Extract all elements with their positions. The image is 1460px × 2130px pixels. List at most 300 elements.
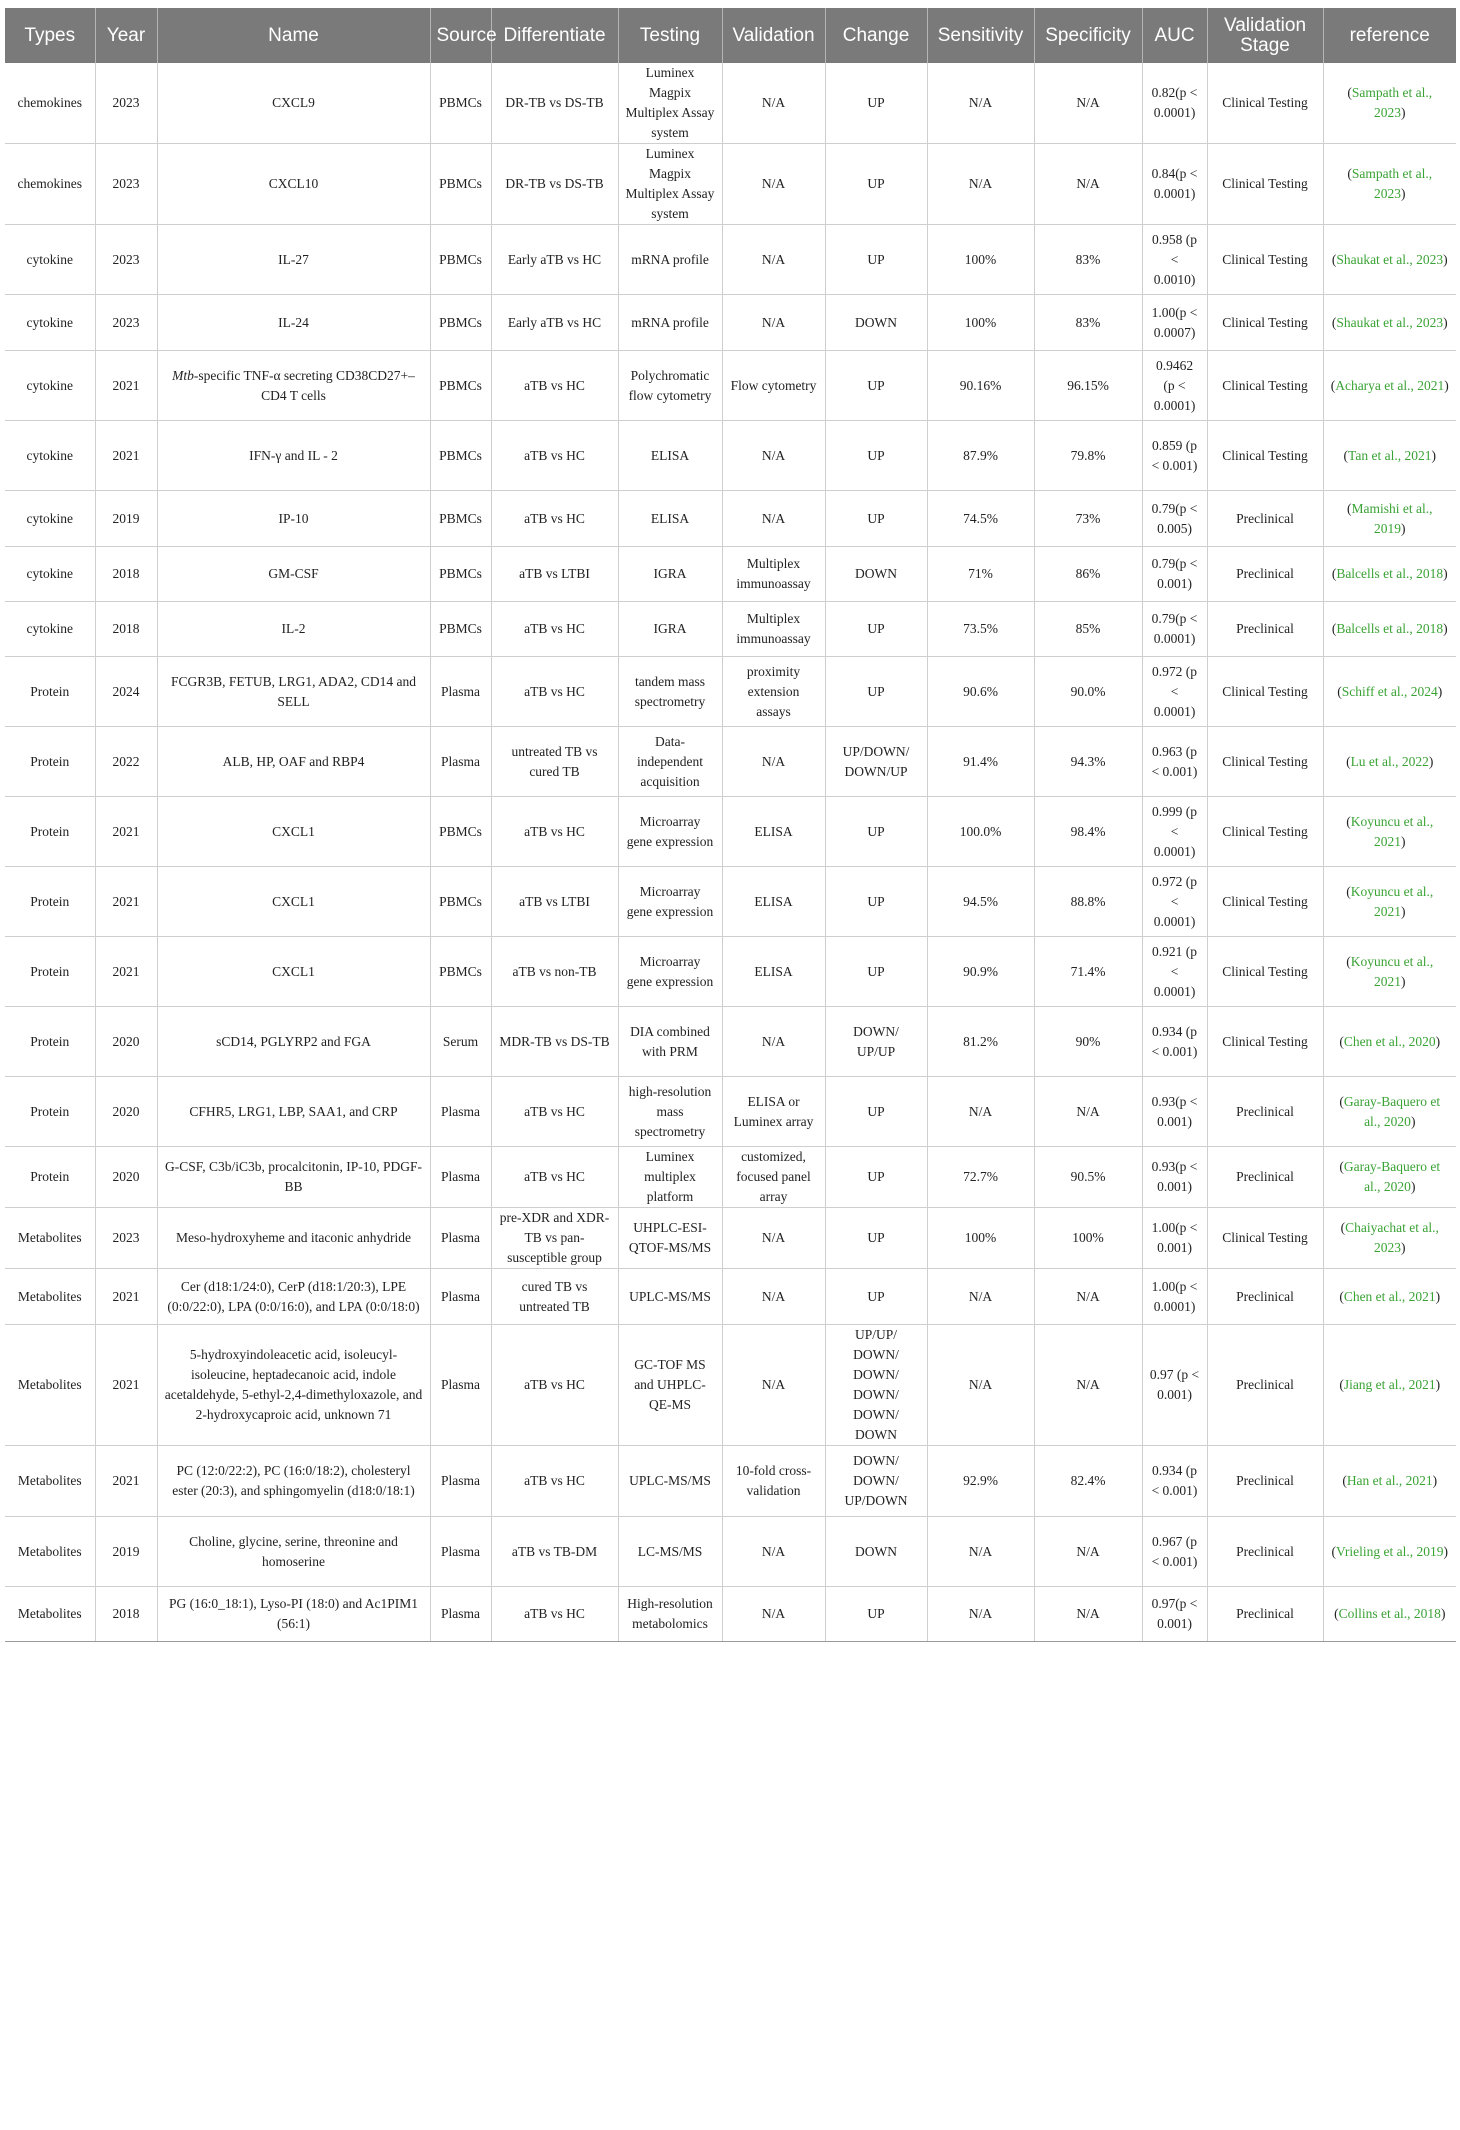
- change-cell: DOWN/ UP/UP: [825, 1007, 927, 1077]
- differentiate-cell: aTB vs HC: [491, 797, 618, 867]
- reference-close-paren: ): [1443, 566, 1448, 581]
- auc-cell: 0.963 (p < 0.001): [1142, 727, 1207, 797]
- reference-close-paren: ): [1444, 377, 1449, 393]
- reference-close-paren: ): [1431, 447, 1436, 463]
- name-cell: Choline, glycine, serine, threonine and homoserine: [157, 1517, 430, 1587]
- validation-cell: Flow cytometry: [722, 351, 825, 421]
- reference-close-paren: ): [1443, 1543, 1449, 1559]
- validation-stage-cell: Preclinical: [1207, 1446, 1323, 1517]
- differentiate-cell: MDR-TB vs DS-TB: [491, 1007, 618, 1077]
- table-row: [5, 1208, 1456, 1269]
- reference-close-paren: ): [1435, 1033, 1441, 1049]
- reference-link[interactable]: Jiang et al., 2021: [1343, 1377, 1436, 1392]
- source-cell: PBMCs: [430, 491, 491, 547]
- specificity-cell: 85%: [1034, 602, 1142, 657]
- name-cell: FCGR3B, FETUB, LRG1, ADA2, CD14 and SELL: [157, 657, 430, 727]
- reference-link[interactable]: Vrieling et al., 2019: [1335, 1543, 1444, 1559]
- validation-stage-cell: Clinical Testing: [1207, 295, 1323, 351]
- reference-close-paren: ): [1401, 903, 1406, 919]
- testing-cell: mRNA profile: [618, 225, 722, 295]
- reference-open-paren: (: [1343, 447, 1349, 463]
- sensitivity-cell: N/A: [927, 1077, 1034, 1147]
- source-cell: PBMCs: [430, 602, 491, 657]
- reference-link[interactable]: Koyuncu et al., 2021: [1350, 813, 1434, 849]
- reference-cell: [1323, 1517, 1456, 1587]
- year-cell: 2024: [95, 657, 157, 727]
- validation-stage-cell: Preclinical: [1207, 1269, 1323, 1325]
- testing-cell: Polychromatic flow cytometry: [618, 351, 722, 421]
- specificity-cell: N/A: [1034, 144, 1142, 225]
- testing-cell: ELISA: [618, 421, 722, 491]
- source-cell: Plasma: [430, 1587, 491, 1642]
- change-cell: DOWN/ DOWN/ UP/DOWN: [825, 1446, 927, 1517]
- name-cell: Cer (d18:1/24:0), CerP (d18:1/20:3), LPE (0:0/22:0), LPA (0:0/16:0), and LPA (0:0/18:0): [157, 1269, 430, 1325]
- source-cell: Plasma: [430, 1147, 491, 1208]
- validation-stage-cell: Clinical Testing: [1207, 657, 1323, 727]
- type-cell: Metabolites: [5, 1446, 95, 1517]
- name-cell: IL-2: [157, 602, 430, 657]
- validation-stage-cell: Preclinical: [1207, 1325, 1323, 1446]
- name-cell: CFHR5, LRG1, LBP, SAA1, and CRP: [157, 1077, 430, 1147]
- reference-cell: [1323, 1208, 1456, 1269]
- reference-close-paren: ): [1428, 753, 1434, 769]
- reference-cell: [1323, 937, 1456, 1007]
- type-cell: Protein: [5, 867, 95, 937]
- reference-cell: [1323, 727, 1456, 797]
- differentiate-cell: aTB vs HC: [491, 602, 618, 657]
- name-cell: IL-27: [157, 225, 430, 295]
- year-cell: 2020: [95, 1007, 157, 1077]
- testing-cell: UPLC-MS/MS: [618, 1269, 722, 1325]
- testing-cell: High-resolution metabolomics: [618, 1587, 722, 1642]
- year-cell: 2022: [95, 727, 157, 797]
- type-cell: Metabolites: [5, 1587, 95, 1642]
- testing-cell: LC-MS/MS: [618, 1517, 722, 1587]
- year-cell: 2021: [95, 1446, 157, 1517]
- source-cell: PBMCs: [430, 225, 491, 295]
- type-cell: Protein: [5, 657, 95, 727]
- differentiate-cell: aTB vs HC: [491, 491, 618, 547]
- name-cell: PG (16:0_18:1), Lyso-PI (18:0) and Ac1PIM1 (56:1): [157, 1587, 430, 1642]
- reference-open-paren: (: [1331, 1543, 1336, 1559]
- sensitivity-cell: N/A: [927, 1269, 1034, 1325]
- reference-link[interactable]: Balcells et al., 2018: [1336, 621, 1444, 636]
- validation-stage-cell: Preclinical: [1207, 1517, 1323, 1587]
- differentiate-cell: Early aTB vs HC: [491, 225, 618, 295]
- testing-cell: tandem mass spectrometry: [618, 657, 722, 727]
- reference-link[interactable]: Tan et al., 2021: [1348, 447, 1432, 463]
- name-cell: IFN-γ and IL - 2: [157, 421, 430, 491]
- source-cell: Serum: [430, 1007, 491, 1077]
- sensitivity-cell: 100%: [927, 1208, 1034, 1269]
- reference-cell: [1323, 547, 1456, 602]
- type-cell: Protein: [5, 727, 95, 797]
- validation-stage-cell: Clinical Testing: [1207, 144, 1323, 225]
- type-cell: Protein: [5, 1147, 95, 1208]
- validation-cell: proximity extension assays: [722, 657, 825, 727]
- reference-link[interactable]: Koyuncu et al., 2021: [1350, 883, 1434, 919]
- differentiate-cell: aTB vs HC: [491, 1147, 618, 1208]
- auc-cell: 0.972 (p < 0.0001): [1142, 657, 1207, 727]
- source-cell: PBMCs: [430, 63, 491, 144]
- differentiate-cell: aTB vs HC: [491, 421, 618, 491]
- biomarker-table: [5, 8, 1456, 1642]
- year-cell: 2023: [95, 225, 157, 295]
- reference-open-paren: (: [1339, 1093, 1344, 1109]
- name-cell: ALB, HP, OAF and RBP4: [157, 727, 430, 797]
- differentiate-cell: aTB vs HC: [491, 1077, 618, 1147]
- specificity-cell: N/A: [1034, 63, 1142, 144]
- table-row: [5, 1077, 1456, 1147]
- specificity-cell: 98.4%: [1034, 797, 1142, 867]
- reference-open-paren: (: [1347, 500, 1352, 516]
- column-header: Testing: [618, 8, 722, 63]
- table-body: [5, 63, 1456, 1642]
- table-row: [5, 225, 1456, 295]
- validation-cell: N/A: [722, 727, 825, 797]
- validation-stage-cell: Clinical Testing: [1207, 225, 1323, 295]
- reference-cell: [1323, 602, 1456, 657]
- reference-open-paren: (: [1339, 1159, 1344, 1174]
- auc-cell: 0.958 (p < 0.0010): [1142, 225, 1207, 295]
- specificity-cell: 94.3%: [1034, 727, 1142, 797]
- change-cell: DOWN: [825, 295, 927, 351]
- source-cell: PBMCs: [430, 937, 491, 1007]
- name-cell: CXCL1: [157, 797, 430, 867]
- reference-cell: [1323, 1325, 1456, 1446]
- year-cell: 2019: [95, 491, 157, 547]
- validation-cell: ELISA: [722, 937, 825, 1007]
- source-cell: PBMCs: [430, 797, 491, 867]
- reference-close-paren: ): [1401, 1240, 1406, 1255]
- validation-stage-cell: Clinical Testing: [1207, 937, 1323, 1007]
- specificity-cell: 82.4%: [1034, 1446, 1142, 1517]
- year-cell: 2021: [95, 937, 157, 1007]
- reference-link[interactable]: Chen et al., 2020: [1343, 1033, 1436, 1049]
- reference-cell: [1323, 797, 1456, 867]
- specificity-cell: N/A: [1034, 1269, 1142, 1325]
- reference-link[interactable]: Mamishi et al., 2019: [1351, 500, 1433, 536]
- reference-close-paren: ): [1435, 1288, 1441, 1304]
- specificity-cell: 83%: [1034, 225, 1142, 295]
- sensitivity-cell: 81.2%: [927, 1007, 1034, 1077]
- specificity-cell: 100%: [1034, 1208, 1142, 1269]
- auc-cell: 0.79(p < 0.0001): [1142, 602, 1207, 657]
- column-header: Differentiate: [491, 8, 618, 63]
- type-cell: chemokines: [5, 63, 95, 144]
- specificity-cell: 73%: [1034, 491, 1142, 547]
- validation-stage-cell: Clinical Testing: [1207, 1208, 1323, 1269]
- auc-cell: 0.967 (p < 0.001): [1142, 1517, 1207, 1587]
- type-cell: Protein: [5, 1007, 95, 1077]
- table-row: [5, 797, 1456, 867]
- reference-open-paren: (: [1342, 1473, 1347, 1488]
- column-header: Name: [157, 8, 430, 63]
- change-cell: UP: [825, 657, 927, 727]
- reference-close-paren: ): [1410, 1179, 1416, 1194]
- change-cell: UP: [825, 1269, 927, 1325]
- type-cell: cytokine: [5, 225, 95, 295]
- auc-cell: 0.934 (p < 0.001): [1142, 1007, 1207, 1077]
- reference-cell: [1323, 1446, 1456, 1517]
- validation-cell: N/A: [722, 295, 825, 351]
- source-cell: Plasma: [430, 1077, 491, 1147]
- column-header: Change: [825, 8, 927, 63]
- reference-open-paren: (: [1347, 85, 1352, 100]
- table-row: [5, 421, 1456, 491]
- reference-close-paren: ): [1443, 621, 1448, 636]
- differentiate-cell: pre-XDR and XDR-TB vs pan-susceptible group: [491, 1208, 618, 1269]
- change-cell: UP: [825, 351, 927, 421]
- sensitivity-cell: N/A: [927, 1325, 1034, 1446]
- name-cell: Meso-hydroxyheme and itaconic anhydride: [157, 1208, 430, 1269]
- auc-cell: 1.00(p < 0.0007): [1142, 295, 1207, 351]
- table-row: [5, 602, 1456, 657]
- change-cell: DOWN: [825, 1517, 927, 1587]
- differentiate-cell: aTB vs HC: [491, 1446, 618, 1517]
- year-cell: 2020: [95, 1147, 157, 1208]
- name-cell: CXCL9: [157, 63, 430, 144]
- reference-link[interactable]: Chaiyachat et al., 2023: [1345, 1220, 1439, 1255]
- name-cell: CXCL10: [157, 144, 430, 225]
- name-cell: CXCL1: [157, 937, 430, 1007]
- testing-cell: Luminex Magpix Multiplex Assay system: [618, 63, 722, 144]
- sensitivity-cell: 74.5%: [927, 491, 1034, 547]
- validation-stage-cell: Clinical Testing: [1207, 63, 1323, 144]
- source-cell: PBMCs: [430, 295, 491, 351]
- specificity-cell: 86%: [1034, 547, 1142, 602]
- testing-cell: GC-TOF MS and UHPLC-QE-MS: [618, 1325, 722, 1446]
- reference-cell: [1323, 1147, 1456, 1208]
- sensitivity-cell: 100%: [927, 225, 1034, 295]
- sensitivity-cell: 90.16%: [927, 351, 1034, 421]
- reference-cell: [1323, 295, 1456, 351]
- differentiate-cell: aTB vs LTBI: [491, 867, 618, 937]
- reference-cell: [1323, 1007, 1456, 1077]
- reference-open-paren: (: [1346, 753, 1351, 769]
- type-cell: cytokine: [5, 602, 95, 657]
- reference-open-paren: (: [1330, 377, 1336, 393]
- testing-cell: IGRA: [618, 602, 722, 657]
- change-cell: UP: [825, 867, 927, 937]
- reference-open-paren: (: [1334, 1606, 1339, 1621]
- reference-close-paren: ): [1440, 1606, 1446, 1621]
- sensitivity-cell: 90.9%: [927, 937, 1034, 1007]
- testing-cell: DIA combined with PRM: [618, 1007, 722, 1077]
- reference-open-paren: (: [1331, 251, 1337, 267]
- type-cell: cytokine: [5, 491, 95, 547]
- name-cell: G-CSF, C3b/iC3b, procalcitonin, IP-10, PDGF-BB: [157, 1147, 430, 1208]
- reference-link[interactable]: Acharya et al., 2021: [1335, 377, 1445, 393]
- reference-close-paren: ): [1443, 314, 1448, 330]
- type-cell: cytokine: [5, 547, 95, 602]
- table-row: [5, 727, 1456, 797]
- auc-cell: 0.79(p < 0.005): [1142, 491, 1207, 547]
- source-cell: Plasma: [430, 727, 491, 797]
- table-row: [5, 867, 1456, 937]
- reference-link[interactable]: Shaukat et al., 2023: [1336, 314, 1444, 330]
- reference-cell: [1323, 867, 1456, 937]
- name-cell: GM-CSF: [157, 547, 430, 602]
- specificity-cell: 90%: [1034, 1007, 1142, 1077]
- year-cell: 2023: [95, 1208, 157, 1269]
- validation-cell: N/A: [722, 1208, 825, 1269]
- validation-cell: N/A: [722, 1007, 825, 1077]
- type-cell: cytokine: [5, 295, 95, 351]
- source-cell: PBMCs: [430, 867, 491, 937]
- reference-open-paren: (: [1346, 883, 1351, 899]
- testing-cell: Microarray gene expression: [618, 797, 722, 867]
- specificity-cell: N/A: [1034, 1077, 1142, 1147]
- change-cell: UP: [825, 1147, 927, 1208]
- reference-close-paren: ): [1443, 251, 1448, 267]
- name-cell: CXCL1: [157, 867, 430, 937]
- reference-close-paren: ): [1437, 683, 1443, 699]
- sensitivity-cell: N/A: [927, 63, 1034, 144]
- type-cell: cytokine: [5, 421, 95, 491]
- reference-cell: [1323, 491, 1456, 547]
- column-header: Specificity: [1034, 8, 1142, 63]
- testing-cell: Luminex multiplex platform: [618, 1147, 722, 1208]
- source-cell: PBMCs: [430, 421, 491, 491]
- table-row: [5, 491, 1456, 547]
- type-cell: Protein: [5, 1077, 95, 1147]
- year-cell: 2021: [95, 797, 157, 867]
- source-cell: Plasma: [430, 1269, 491, 1325]
- reference-cell: [1323, 1269, 1456, 1325]
- change-cell: UP: [825, 421, 927, 491]
- table-row: [5, 937, 1456, 1007]
- reference-link[interactable]: Chen et al., 2021: [1343, 1288, 1436, 1304]
- change-cell: UP/DOWN/ DOWN/UP: [825, 727, 927, 797]
- reference-close-paren: ): [1401, 833, 1406, 849]
- type-cell: Metabolites: [5, 1325, 95, 1446]
- validation-stage-cell: Preclinical: [1207, 1587, 1323, 1642]
- validation-stage-cell: Clinical Testing: [1207, 351, 1323, 421]
- reference-close-paren: ): [1401, 973, 1406, 989]
- year-cell: 2021: [95, 867, 157, 937]
- sensitivity-cell: 71%: [927, 547, 1034, 602]
- differentiate-cell: aTB vs LTBI: [491, 547, 618, 602]
- differentiate-cell: aTB vs HC: [491, 657, 618, 727]
- source-cell: Plasma: [430, 657, 491, 727]
- change-cell: UP: [825, 1587, 927, 1642]
- table-row: [5, 1587, 1456, 1642]
- year-cell: 2021: [95, 1325, 157, 1446]
- reference-cell: [1323, 144, 1456, 225]
- source-cell: PBMCs: [430, 144, 491, 225]
- validation-cell: ELISA or Luminex array: [722, 1077, 825, 1147]
- specificity-cell: 79.8%: [1034, 421, 1142, 491]
- specificity-cell: 88.8%: [1034, 867, 1142, 937]
- auc-cell: 0.93(p < 0.001): [1142, 1147, 1207, 1208]
- reference-close-paren: ): [1401, 520, 1406, 536]
- table-row: [5, 295, 1456, 351]
- name-text: -specific TNF-α secreting CD38CD27+–CD4 T cells: [193, 367, 415, 403]
- column-header: Year: [95, 8, 157, 63]
- reference-link[interactable]: Koyuncu et al., 2021: [1350, 953, 1434, 989]
- name-cell: IP-10: [157, 491, 430, 547]
- year-cell: 2018: [95, 1587, 157, 1642]
- auc-cell: 0.79(p < 0.001): [1142, 547, 1207, 602]
- type-cell: cytokine: [5, 351, 95, 421]
- table-row: [5, 144, 1456, 225]
- reference-cell: [1323, 657, 1456, 727]
- year-cell: 2023: [95, 63, 157, 144]
- auc-cell: 0.999 (p < 0.0001): [1142, 797, 1207, 867]
- reference-open-paren: (: [1331, 314, 1337, 330]
- validation-stage-cell: Clinical Testing: [1207, 1007, 1323, 1077]
- reference-link[interactable]: Lu et al., 2022: [1350, 753, 1429, 769]
- reference-link[interactable]: Garay-Baquero et al., 2020: [1343, 1159, 1441, 1194]
- reference-close-paren: ): [1401, 105, 1406, 120]
- specificity-cell: N/A: [1034, 1325, 1142, 1446]
- testing-cell: IGRA: [618, 547, 722, 602]
- change-cell: UP: [825, 144, 927, 225]
- change-cell: UP: [825, 1208, 927, 1269]
- type-cell: Metabolites: [5, 1269, 95, 1325]
- column-header: reference: [1323, 8, 1456, 63]
- differentiate-cell: aTB vs TB-DM: [491, 1517, 618, 1587]
- validation-cell: N/A: [722, 63, 825, 144]
- reference-link[interactable]: Sampath et al., 2023: [1351, 85, 1433, 120]
- sensitivity-cell: 91.4%: [927, 727, 1034, 797]
- reference-link[interactable]: Collins et al., 2018: [1338, 1606, 1441, 1621]
- auc-cell: 1.00(p < 0.001): [1142, 1208, 1207, 1269]
- reference-link[interactable]: Garay-Baquero et al., 2020: [1343, 1093, 1441, 1129]
- validation-cell: N/A: [722, 421, 825, 491]
- reference-link[interactable]: Shaukat et al., 2023: [1336, 251, 1444, 267]
- validation-stage-cell: Clinical Testing: [1207, 797, 1323, 867]
- sensitivity-cell: 72.7%: [927, 1147, 1034, 1208]
- table-row: [5, 657, 1456, 727]
- differentiate-cell: aTB vs HC: [491, 1587, 618, 1642]
- testing-cell: ELISA: [618, 491, 722, 547]
- reference-link[interactable]: Balcells et al., 2018: [1336, 566, 1444, 581]
- year-cell: 2023: [95, 144, 157, 225]
- reference-open-paren: (: [1339, 1288, 1344, 1304]
- specificity-cell: 96.15%: [1034, 351, 1142, 421]
- validation-cell: 10-fold cross-validation: [722, 1446, 825, 1517]
- table-row: [5, 1147, 1456, 1208]
- name-cell: [157, 351, 430, 421]
- table-row: [5, 1446, 1456, 1517]
- sensitivity-cell: 87.9%: [927, 421, 1034, 491]
- differentiate-cell: Early aTB vs HC: [491, 295, 618, 351]
- name-italic: Mtb: [172, 367, 194, 383]
- column-header: Validation: [722, 8, 825, 63]
- reference-link[interactable]: Han et al., 2021: [1346, 1473, 1433, 1488]
- validation-cell: ELISA: [722, 797, 825, 867]
- differentiate-cell: untreated TB vs cured TB: [491, 727, 618, 797]
- reference-link[interactable]: Schiff et al., 2024: [1341, 683, 1438, 699]
- reference-open-paren: (: [1347, 166, 1352, 181]
- source-cell: Plasma: [430, 1446, 491, 1517]
- reference-cell: [1323, 1587, 1456, 1642]
- validation-stage-cell: Clinical Testing: [1207, 727, 1323, 797]
- reference-cell: [1323, 63, 1456, 144]
- sensitivity-cell: N/A: [927, 1587, 1034, 1642]
- specificity-cell: N/A: [1034, 1587, 1142, 1642]
- type-cell: Metabolites: [5, 1208, 95, 1269]
- change-cell: UP: [825, 225, 927, 295]
- year-cell: 2021: [95, 351, 157, 421]
- auc-cell: 0.934 (p < 0.001): [1142, 1446, 1207, 1517]
- reference-cell: [1323, 1077, 1456, 1147]
- reference-link[interactable]: Sampath et al., 2023: [1351, 166, 1433, 201]
- validation-stage-cell: Preclinical: [1207, 602, 1323, 657]
- auc-cell: 0.82(p < 0.0001): [1142, 63, 1207, 144]
